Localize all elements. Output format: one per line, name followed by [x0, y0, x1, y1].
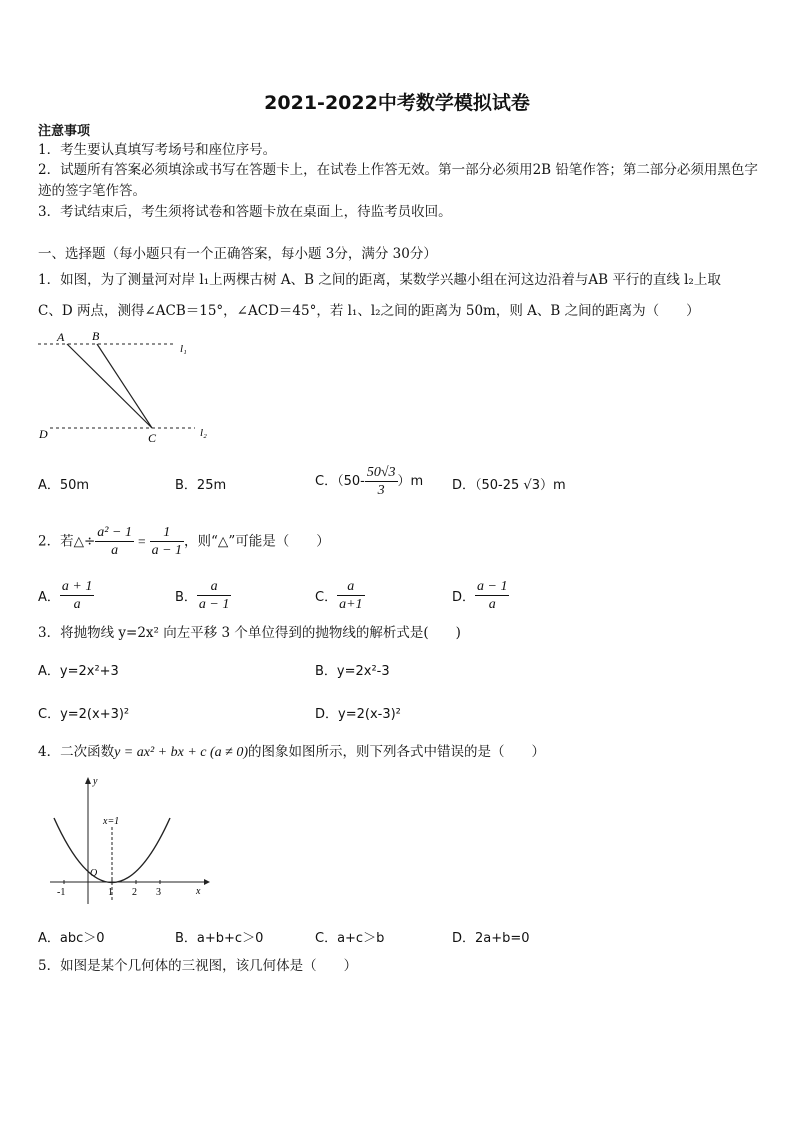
- label-a: A: [57, 330, 65, 344]
- q4-parabola-figure: [46, 772, 216, 912]
- q2-option-d-num: a − 1: [477, 579, 508, 594]
- label-tick-3: 3: [156, 887, 161, 898]
- label-tick-2: 2: [132, 887, 137, 898]
- q2-option-b-num: a: [210, 579, 218, 594]
- q4-option-c: C．a+c＞b: [315, 931, 385, 946]
- q4-stem: [38, 742, 545, 763]
- label-c: C: [148, 431, 157, 445]
- q2-lhs-den: a: [95, 541, 134, 559]
- label-l2: l₂: [200, 427, 207, 439]
- q2-stem: [38, 524, 330, 559]
- q2-rhs-fraction: [150, 524, 184, 559]
- q1-option-b: B．25m: [175, 478, 227, 493]
- q2-option-a-den: a: [60, 595, 94, 613]
- q2-option-c-fraction: [337, 578, 364, 613]
- q3-option-c: C．y=2(x+3)²: [38, 707, 130, 722]
- segment-bc: [97, 344, 152, 428]
- label-tick-1: 1: [108, 887, 113, 898]
- q1-stem-line1: 1．如图，为了测量河对岸 l₁上两棵古树 A、B 之间的距离，某数学兴趣小组在河这边沿着与AB 平行的直线 l₂上取: [38, 272, 721, 288]
- label-axis-x1: x=1: [103, 816, 120, 827]
- x-axis-arrow: [204, 879, 210, 885]
- q2-lhs-num: a² − 1: [97, 525, 132, 540]
- q1-option-c-num: 50√3: [366, 465, 396, 480]
- q4-option-a: A．abc＞0: [38, 931, 105, 946]
- q2-option-c-num: a: [347, 579, 355, 594]
- section-heading: 一、选择题（每小题只有一个正确答案，每小题 3分，满分 30分）: [38, 246, 437, 262]
- segment-ac: [67, 344, 152, 428]
- q2-option-c-den: a+1: [339, 597, 363, 612]
- q2-equals: =: [137, 533, 146, 549]
- q4-option-b: B．a+b+c＞0: [175, 931, 264, 946]
- q4-option-d: D．2a+b=0: [452, 931, 530, 946]
- q2-option-a-num: a + 1: [61, 579, 93, 594]
- q2-option-b-den: a − 1: [198, 597, 230, 612]
- q2-rhs-den: a − 1: [151, 543, 183, 558]
- notice-item-1: 1．考生要认真填写考场号和座位序号。: [38, 142, 277, 158]
- notice-item-2: 2．试题所有答案必须填涂或书写在答题卡上，在试卷上作答无效。第一部分必须用2B 铅笔作答；第二部分必须用黑色字迹的签字笔作答。: [38, 162, 758, 199]
- q2-option-d-fraction: [475, 578, 509, 613]
- label-tick-minus1: -1: [57, 887, 66, 898]
- q1-option-c-fraction: [365, 464, 398, 499]
- q2-lhs-fraction: [95, 524, 134, 559]
- label-b: B: [92, 329, 100, 343]
- q2-rhs-num: 1: [163, 525, 171, 540]
- q2-option-c: [315, 578, 365, 613]
- q5-stem: 5．如图是某个几何体的三视图，该几何体是（ ）: [38, 958, 358, 974]
- q2-option-b: [175, 578, 231, 613]
- q2-option-b-label: B．: [175, 590, 197, 605]
- q2-option-d-den: a: [475, 595, 509, 613]
- label-d: D: [39, 427, 48, 441]
- q2-suffix: ，则“△”可能是（ ）: [184, 533, 330, 550]
- notice-item-3: 3．考试结束后，考生须将试卷和答题卡放在桌面上，待监考员收回。: [38, 204, 452, 220]
- q2-option-a-label: A．: [38, 590, 60, 605]
- q4-stem-prefix: 4．二次函数: [38, 744, 115, 760]
- q4-stem-suffix: 的图象如图所示，则下列各式中错误的是（ ）: [248, 744, 545, 760]
- q2-option-a: [38, 578, 94, 613]
- q1-option-c: [315, 464, 423, 499]
- q1-option-a: A．50m: [38, 478, 90, 493]
- label-origin: O: [90, 868, 98, 879]
- page-title: 2021-2022中考数学模拟试卷: [264, 92, 530, 114]
- q1-stem-line2: C、D 两点，测得∠ACB＝15°，∠ACD＝45°，若 l₁、l₂之间的距离为 50m，则 A、B 之间的距离为（ ）: [38, 303, 700, 319]
- q3-option-a: A．y=2x²+3: [38, 664, 119, 679]
- label-l1: l₁: [180, 343, 187, 355]
- q3-option-b: B．y=2x²-3: [315, 664, 390, 679]
- q2-option-c-label: C．: [315, 590, 338, 605]
- q2-option-d-label: D．: [452, 590, 476, 605]
- label-x: x: [196, 886, 201, 897]
- q1-figure: [30, 328, 230, 448]
- q1-option-c-den: 3: [365, 481, 398, 499]
- q2-option-d: [452, 578, 509, 613]
- q4-formula: y = ax² + bx + c (a ≠ 0): [114, 745, 248, 760]
- q2-option-b-fraction: [197, 578, 231, 613]
- q1-option-c-prefix: C．（50-: [315, 474, 365, 489]
- q2-prefix: 2．若△÷: [38, 533, 96, 550]
- q1-option-d: D．（50-25 √3）m: [452, 478, 566, 493]
- q2-option-a-fraction: [60, 578, 94, 613]
- q1-option-c-suffix: ）m: [397, 474, 424, 489]
- q3-stem: 3．将抛物线 y=2x² 向左平移 3 个单位得到的抛物线的解析式是( ): [38, 625, 461, 641]
- q3-option-d: D．y=2(x-3)²: [315, 707, 401, 722]
- notice-heading: 注意事项: [38, 124, 91, 139]
- label-y: y: [93, 776, 98, 787]
- y-axis-arrow: [85, 777, 91, 784]
